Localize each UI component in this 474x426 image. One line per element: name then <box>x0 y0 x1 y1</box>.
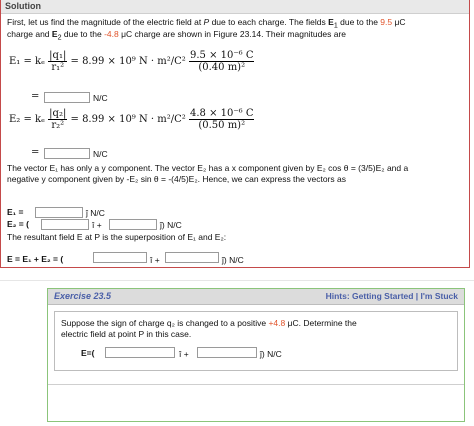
exercise-body <box>54 311 458 371</box>
equation-e2: E₂ = kₑ $\frac{\text{|q₂|}}{\text{r₂²}}$ = 8.99 × 10⁹ N · m²/C² $\frac{\text{4.8 × 10⁻⁶ C}}{\text{(0.50 m)²}}$ <box>9 108 254 131</box>
e2-magnitude-input[interactable] <box>44 148 90 159</box>
solution-header <box>1 0 469 14</box>
e2-vector-unit: ĵ) N/C <box>160 220 182 230</box>
e1-vector-label: E₁ = <box>7 207 24 217</box>
exercise-i-unit: î + <box>179 349 189 359</box>
intro-line-1: First, let us find the magnitude of the electric field at P due to each charge. The fields $E_1$ due to the 9.5 μC <box>7 17 406 30</box>
equation-e1: E₁ = kₑ $\frac{\text{|q₁|}}{\text{r₁²}}$ = 8.99 × 10⁹ N · m²/C² $\frac{\text{9.5 × 10⁻⁶ C}}{\text{(0.40 m)²}}$ <box>9 50 254 73</box>
sum-unit: ĵ) N/C <box>222 255 244 265</box>
exercise-divider <box>48 384 464 385</box>
exercise-j-input[interactable] <box>197 347 257 358</box>
charge-1-value: 9.5 <box>380 17 393 27</box>
e2-i-unit: î + <box>92 220 102 230</box>
equation-e2-equals: = <box>31 147 40 158</box>
sum-j-input[interactable] <box>165 252 219 263</box>
exercise-e-label: E=( <box>81 348 95 358</box>
intro-line-2: charge and $E_2$ due to the -4.8 μC charge are shown in Figure 23.14. Their magnitudes are <box>7 29 346 42</box>
e1-j-input[interactable] <box>35 207 83 218</box>
hints-links[interactable]: Hints: Getting Started | I'm Stuck <box>325 291 458 301</box>
sum-i-unit: î + <box>150 255 160 265</box>
exercise-panel <box>47 288 465 422</box>
resultant-text: The resultant field E at P is the superposition of E₁ and E₂: <box>7 232 227 242</box>
exercise-line-2: electric field at point P in this case. <box>61 329 192 339</box>
vector-text-line-1: The vector E₁ has only a y component. The vector E₂ has a x component given by E₂ cos θ = (3/5)E₂ and a <box>7 163 409 173</box>
exercise-charge-value: +4.8 <box>268 318 286 328</box>
charge-2-value: -4.8 <box>104 29 119 39</box>
e2-vector-label: E₂ = ( <box>7 219 29 229</box>
exercise-header <box>48 289 464 305</box>
e1-magnitude-input[interactable] <box>44 92 90 103</box>
e2-j-input[interactable] <box>109 219 157 230</box>
equation-e1-equals: = <box>31 91 40 102</box>
spacer-line <box>0 280 474 281</box>
e1-unit: N/C <box>93 93 108 103</box>
exercise-line-1: Suppose the sign of charge q₂ is changed to a positive +4.8 μC. Determine the <box>61 318 357 328</box>
sum-label: E = E₁ + E₂ = ( <box>7 254 64 264</box>
solution-title: Solution <box>5 1 41 11</box>
e1-vector-unit: ĵ N/C <box>86 208 105 218</box>
e2-unit: N/C <box>93 149 108 159</box>
sum-i-input[interactable] <box>93 252 147 263</box>
exercise-title: Exercise 23.5 <box>54 291 112 301</box>
e2-i-input[interactable] <box>41 219 89 230</box>
vector-text-line-2: negative y component given by -E₂ sin θ = -(4/5)E₂. Hence, we can express the vectors as <box>7 174 346 184</box>
exercise-i-input[interactable] <box>105 347 175 358</box>
exercise-unit: ĵ) N/C <box>260 349 282 359</box>
